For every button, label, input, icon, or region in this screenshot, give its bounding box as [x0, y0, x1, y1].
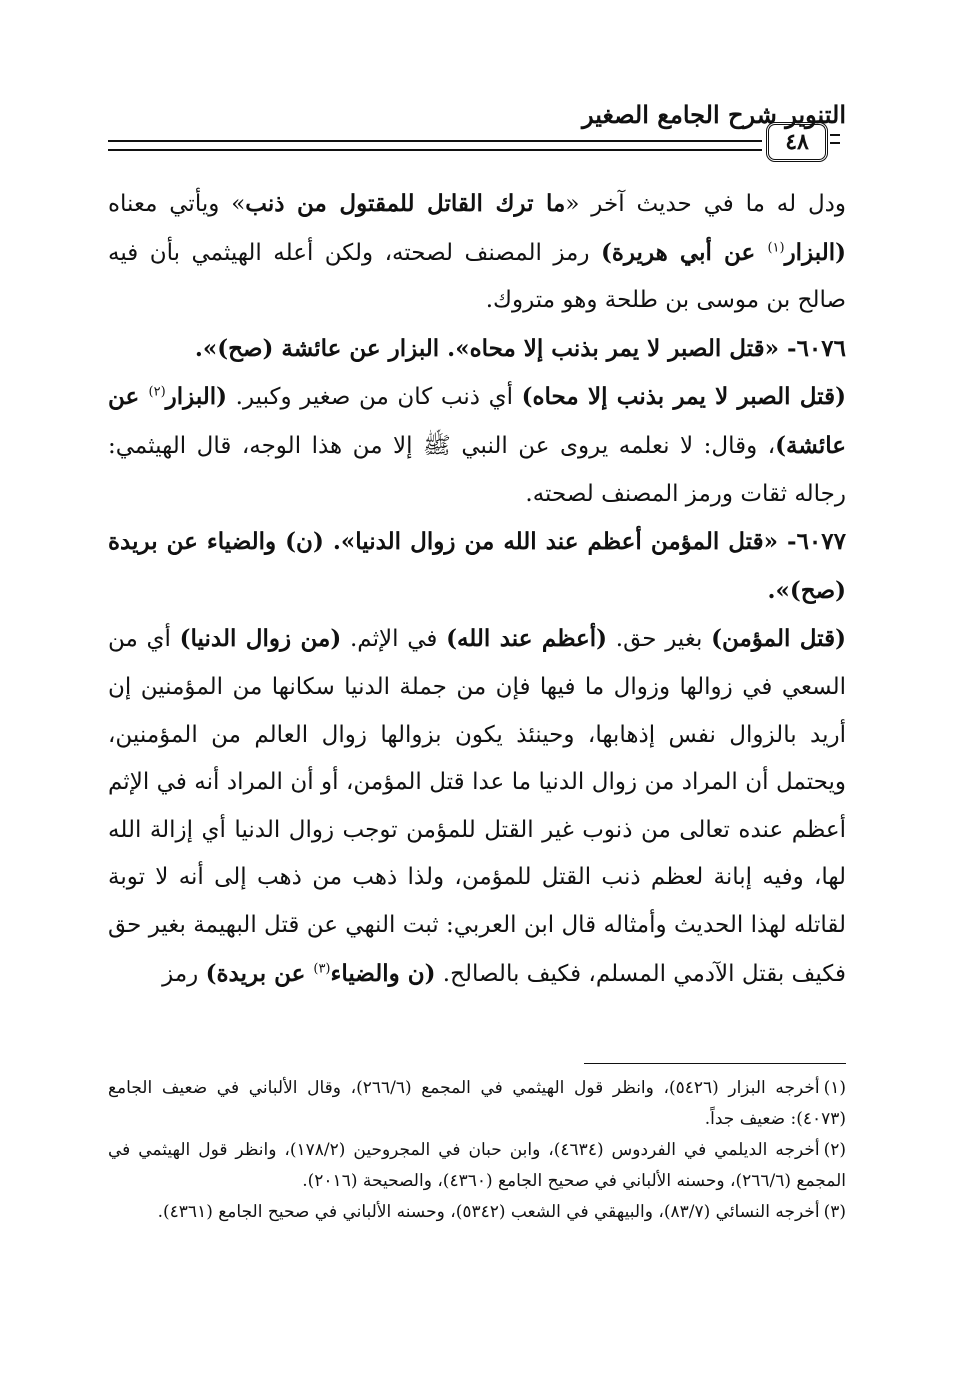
footnote-rule — [584, 1063, 846, 1064]
paragraph-3 — [108, 373, 846, 518]
footnote-ref: (١) — [767, 239, 785, 255]
page-number-frame — [760, 122, 840, 166]
text-run: أي من السعي في زوالها وزوال ما فيها فإن من جملة الدنيا سكانها من المؤمنين إن أريد بالزوال نفس إذهابها، وحينئذ يكون بزوالها زوال العالم من المؤمنين، ويحتمل أن المراد من زوال الدنيا ما عدا قتل المؤمن، أو أن المراد أنه في الإثم أعظم عنده تعالى من ذنوب غير القتل للمؤمن توجب زوال الدنيا أي إزالة الله لها، وفيه إبانة لعظم ذنب القتل للمؤمن، ولذا ذهب من ذهب إلى أنه لا توبة لقاتله لهذا الحديث وأمثاله قال ابن العربي: ثبت النهي عن قتل البهيمة بغير حق فكيف بقتل الآدمي المسلم، فكيف بالصالح. — [108, 626, 846, 987]
text-run: بغير حق. — [607, 626, 712, 653]
bold-text: (ن والضياء — [330, 959, 436, 987]
footnote-text: أخرجه البزار (٥٤٢٦)، وانظر قول الهيثمي في المجمع (٢٦٦/٦)، وقال الألباني في ضعيف الجامع (٤٠٧٣): ضعيف جداً. — [108, 1078, 846, 1129]
running-title: التنوير شرح الجامع الصغير — [582, 100, 846, 129]
bold-text: (قتل الصبر لا يمر بذنب إلا محاه) — [521, 383, 847, 411]
hadith-6077 — [108, 518, 846, 615]
footnote-text: أخرجه النسائي (٨٣/٧)، والبيهقي في الشعب (٥٣٤٢)، وحسنه الألباني في صحيح الجامع (٤٣٦١). — [157, 1202, 820, 1222]
footnote-2 — [108, 1135, 846, 1197]
footnote-mark: (٢) — [823, 1140, 846, 1160]
bold-text: (البزار — [165, 383, 228, 411]
footnote-mark: (٣) — [823, 1202, 846, 1222]
footnote-text: أخرجه الديلمي في الفردوس (٤٦٣٤)، وابن حبان في المجروحين (١٧٨/٢)، وانظر قول الهيثمي في المجمع (٢٦٦/٦)، وحسنه الألباني في صحيح الجامع (٤٣٦٠)، والصحيحة (٢٠١٦). — [108, 1140, 846, 1191]
bold-text: عن أبي هريرة) — [600, 238, 768, 266]
bold-text: (البزار — [784, 238, 846, 266]
text-run: رمز — [162, 960, 206, 987]
bold-text: ٦٠٧٦- «قتل الصبر لا يمر بذنب إلا محاه». البزار عن عائشة (صح)». — [194, 334, 846, 362]
text-run: في الإثم. — [341, 626, 447, 653]
header-rule — [108, 140, 762, 151]
footnote-1 — [108, 1073, 846, 1135]
bold-text: ٦٠٧٧- «قتل المؤمن أعظم عند الله من زوال الدنيا». (ن) والضياء عن بريدة (صح)». — [108, 528, 846, 604]
paragraph-1 — [108, 180, 846, 325]
bold-text: (أعظم عند الله) — [446, 625, 608, 653]
footnote-mark: (١) — [823, 1078, 846, 1098]
hadith-6076 — [108, 325, 846, 374]
footnote-3 — [108, 1197, 846, 1228]
text-run: رمز المصنف لصحته، ولكن أعله الهيثمي بأن فيه صالح بن موسى بن طلحة وهو متروك. — [108, 239, 846, 314]
text-run: أي ذنب كان من صغير وكبير. — [227, 384, 522, 411]
bold-text: ما ترك القاتل للمقتول من ذنب — [245, 190, 566, 217]
main-text — [108, 180, 846, 998]
footnote-ref: (٣) — [313, 960, 331, 976]
bold-text: (قتل المؤمن) — [711, 625, 847, 653]
text-run: ، وقال: لا نعلمه يروى عن النبي ﷺ إلا من هذا الوجه، قال الهيثمي: رجاله ثقات ورمز المصنف لصحته. — [108, 432, 846, 507]
footnotes — [108, 1073, 846, 1228]
text-run: ودل له ما في حديث آخر « — [565, 191, 847, 217]
page-number-dash — [830, 134, 840, 144]
page-number: ٤٨ — [766, 122, 828, 162]
paragraph-5 — [108, 615, 846, 998]
text-run: » ويأتي معناه — [108, 191, 246, 217]
bold-text: عن عائشة) — [108, 383, 846, 459]
footnote-ref: (٢) — [148, 384, 166, 400]
bold-text: (من زوال الدنيا) — [179, 625, 342, 653]
bold-text: عن بريدة) — [205, 959, 314, 987]
